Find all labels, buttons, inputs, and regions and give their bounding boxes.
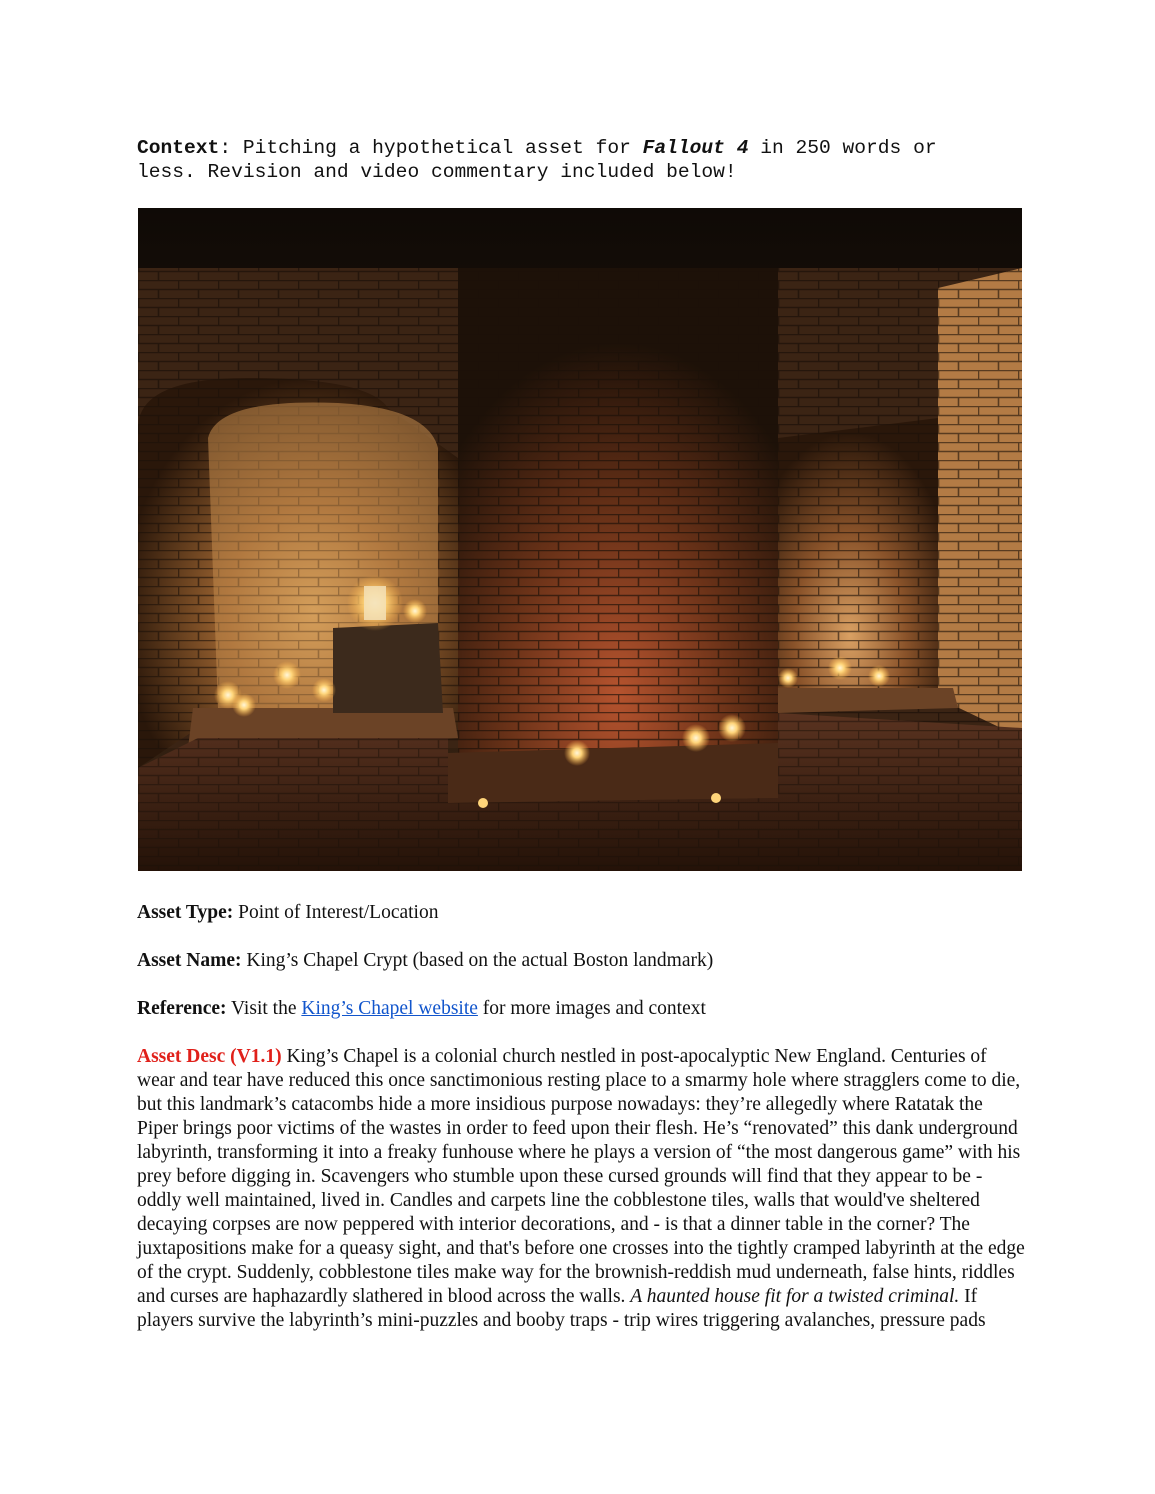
context-label: Context xyxy=(137,137,220,159)
asset-desc-text-1: King’s Chapel is a colonial church nestled in post-apocalyptic New England. Centuries of wear and tear have reduced this once sanctimonious resting place to a smarmy hole where stragglers come to die, but this landmark’s catacombs hide a more insidious purpose nowadays: they’re allegedly where Ratatak the Piper brings poor victims of the wastes in order to feed upon their flesh. He’s “renovated” this dank underground labyrinth, transforming it into a freaky funhouse where he plays a version of “the most dangerous game” with his prey before digging in. Scavengers who stumble upon these cursed grounds will find that they appear to be - oddly well maintained, lived in. Candles and carpets line the cobblestone tiles, walls that would've sheltered decaying corpses are now peppered with interior decorations, and - is that a dinner table in the corner? The juxtapositions make for a queasy sight, and that's before one crosses into the tightly cramped labyrinth at the edge of the crypt. Suddenly, cobblestone tiles make way for the brownish-reddish mud underneath, false hints, riddles and curses are haphazardly slathered in blood across the walls. xyxy=(137,1046,1025,1307)
context-text-after: in 250 words or less. Revision and video commentary included below! xyxy=(137,137,937,183)
asset-type-value: Point of Interest/Location xyxy=(233,902,439,923)
game-title: Fallout 4 xyxy=(642,137,749,159)
asset-name-line xyxy=(137,949,713,973)
context-text-before: Pitching a hypothetical asset for xyxy=(231,137,643,159)
asset-name-label: Asset Name: xyxy=(137,950,242,971)
asset-desc-paragraph xyxy=(137,1045,1027,1333)
context-paragraph xyxy=(137,136,1017,184)
asset-name-value: King’s Chapel Crypt (based on the actual Boston landmark) xyxy=(241,950,714,971)
kings-chapel-website-link[interactable]: King’s Chapel website xyxy=(301,998,478,1019)
context-colon: : xyxy=(219,137,232,159)
asset-type-label: Asset Type: xyxy=(137,902,234,923)
asset-type-line xyxy=(137,901,438,925)
crypt-photo xyxy=(138,208,1022,871)
reference-line xyxy=(137,997,706,1021)
reference-before: Visit the xyxy=(226,998,302,1019)
reference-after: for more images and context xyxy=(477,998,706,1019)
asset-desc-italic: A haunted house fit for a twisted criminal. xyxy=(630,1286,960,1307)
reference-label: Reference: xyxy=(137,998,227,1019)
asset-desc-text-2: If players survive the labyrinth’s mini-puzzles and booby traps - trip wires triggering avalanches, pressure pads xyxy=(137,1286,986,1331)
asset-desc-label: Asset Desc (V1.1) xyxy=(137,1046,282,1067)
